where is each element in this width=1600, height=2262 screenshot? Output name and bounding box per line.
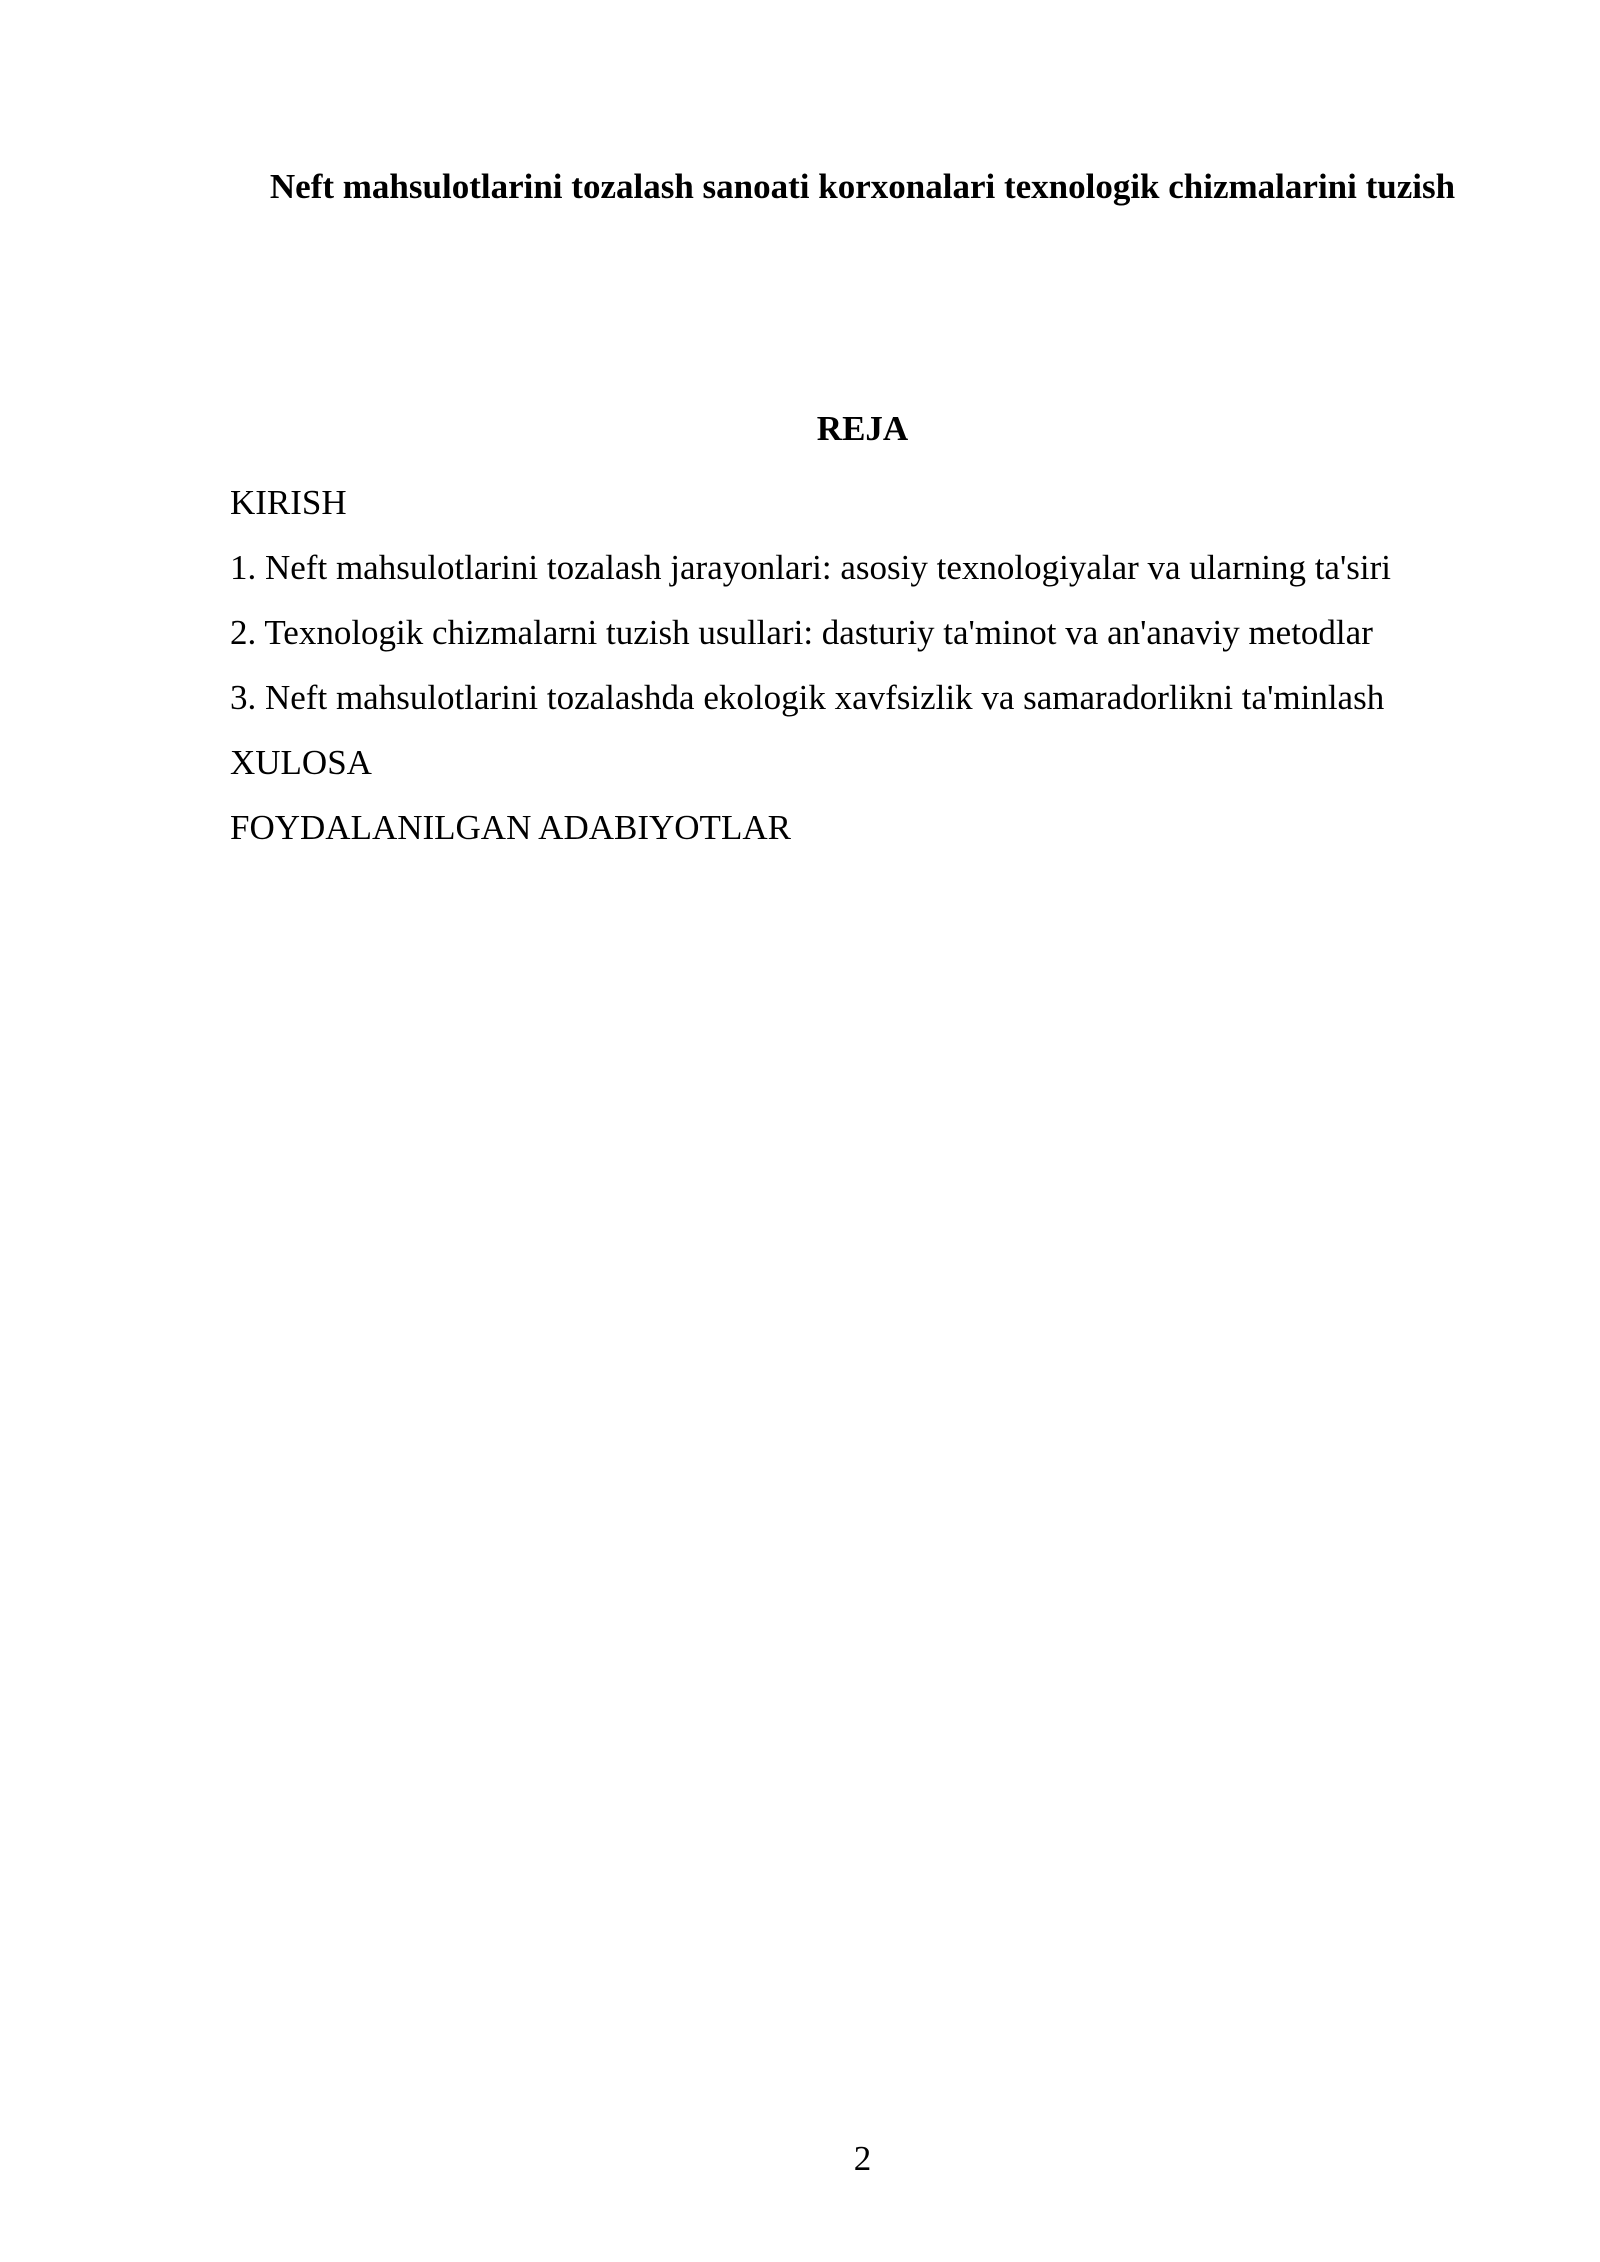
plan-list [230,470,1530,860]
plan-heading: REJA [816,409,909,448]
plan-item-references: FOYDALANILGAN ADABIYOTLAR [230,808,791,847]
plan-item-1: 1. Neft mahsulotlarini tozalash jarayonlari: asosiy texnologiyalar va ularning ta'siri [230,548,1391,587]
page-number: 2 [853,2139,872,2178]
plan-item-conclusion: XULOSA [230,743,372,782]
plan-item-3: 3. Neft mahsulotlarini tozalashda ekologik xavfsizlik va samaradorlikni ta'minlash [230,678,1385,717]
plan-item-intro: KIRISH [230,483,347,522]
plan-item-2: 2. Texnologik chizmalarni tuzish usullari: dasturiy ta'minot va an'anaviy metodlar [230,613,1373,652]
document-title: Neft mahsulotlarini tozalash sanoati korxonalari texnologik chizmalarini tuzish [269,167,1456,206]
